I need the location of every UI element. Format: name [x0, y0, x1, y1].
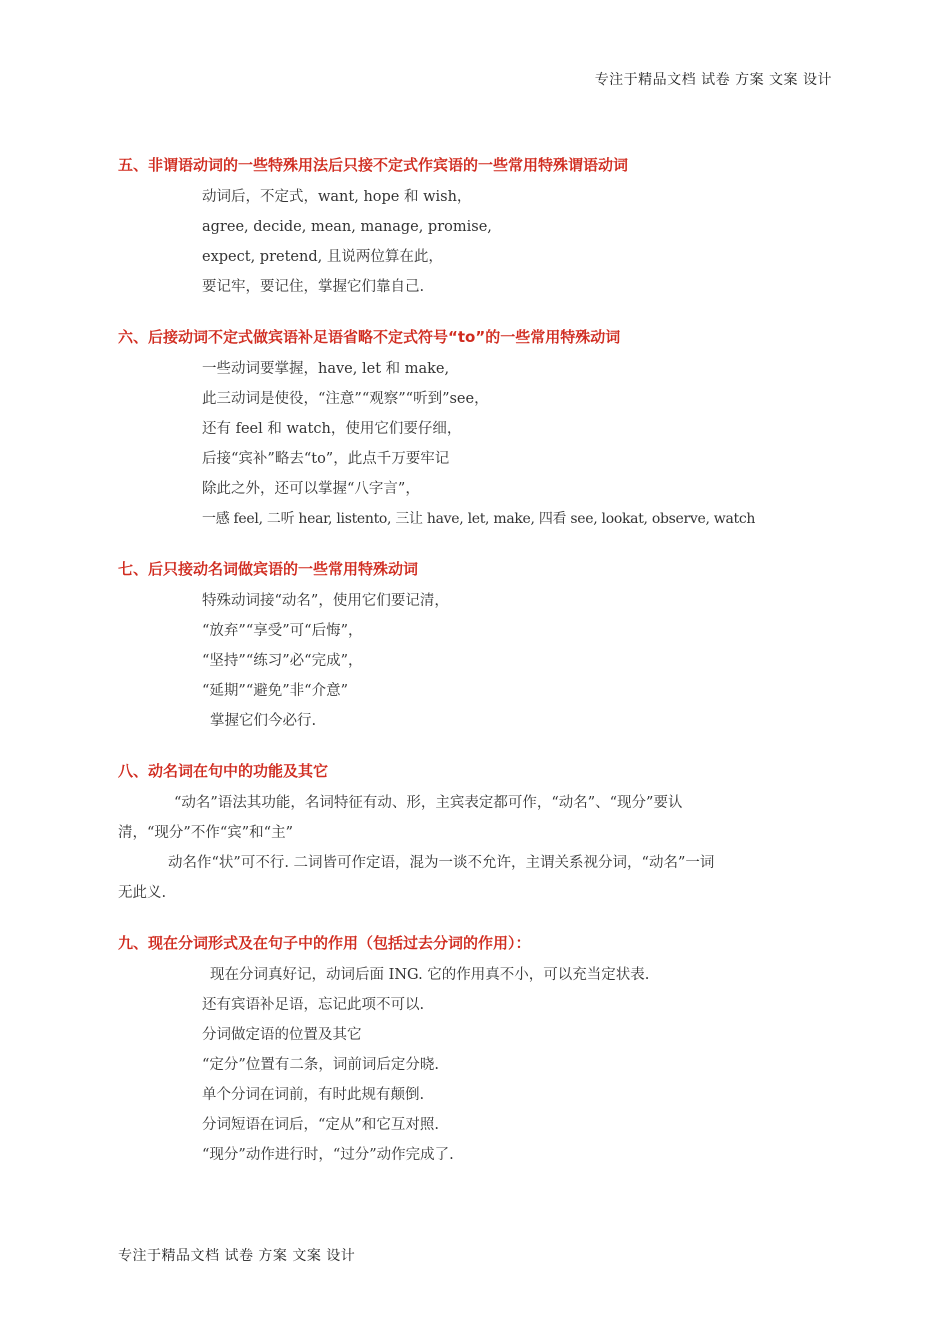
text-line: “坚持”“练习”必“完成”， [202, 653, 363, 669]
page-footer: 专注于精品文档 试卷 方案 文案 设计 [118, 1248, 356, 1264]
text-line: 动词后，不定式，want, hope 和 wish， [202, 189, 472, 205]
text-line: agree, decide, mean, manage, promise, [202, 219, 492, 235]
text-line: 现在分词真好记，动词后面 ING. 它的作用真不小，可以充当定状表. [210, 967, 650, 983]
section-9 [118, 930, 838, 1170]
text-line: 单个分词在词前，有时此规有颠倒. [202, 1087, 425, 1103]
text-line: 分词做定语的位置及其它 [202, 1027, 362, 1043]
paragraph [118, 788, 838, 848]
text-line: “放弃”“享受”可“后悔”， [202, 623, 363, 639]
text-line: “现分”动作进行时，“过分”动作完成了. [202, 1147, 454, 1163]
paragraph-line: 清，“现分”不作“宾”和“主” [118, 825, 293, 841]
text-line: expect, pretend, 且说两位算在此， [202, 249, 443, 265]
text-line: 一感 feel, 二听 hear, listento, 三让 have, let, make, 四看 see, lookat, observe, watch [202, 511, 756, 527]
text-line: 此三动词是使役，“注意”“观察”“听到”see， [202, 391, 489, 407]
paragraph-line: 无此义. [118, 885, 167, 901]
section-heading: 七、后只接动名词做宾语的一些常用特殊动词 [118, 560, 419, 578]
text-line: 还有宾语补足语，忘记此项不可以. [202, 997, 425, 1013]
text-line: 还有 feel 和 watch，使用它们要仔细， [202, 421, 462, 437]
text-line: 特殊动词接“动名”，使用它们要记清， [202, 593, 449, 609]
document-body [118, 152, 838, 1192]
text-line: “定分”位置有二条，词前词后定分晓. [202, 1057, 439, 1073]
text-line: 分词短语在词后，“定从”和它互对照. [202, 1117, 439, 1133]
text-line: 掌握它们今必行. [210, 713, 317, 729]
page-header: 专注于精品文档 试卷 方案 文案 设计 [594, 72, 832, 88]
text-line: 除此之外，还可以掌握“八字言”， [202, 481, 420, 497]
text-line: 一些动词要掌握，have, let 和 make, [202, 361, 450, 377]
text-line: 后接“宾补”略去“to”，此点千万要牢记 [202, 451, 450, 467]
section-heading: 五、非谓语动词的一些特殊用法后只接不定式作宾语的一些常用特殊谓语动词 [118, 156, 629, 174]
section-heading: 六、后接动词不定式做宾语补足语省略不定式符号“to”的一些常用特殊动词 [118, 328, 621, 346]
text-line: 要记牢，要记住，掌握它们靠自己. [202, 279, 425, 295]
section-5 [118, 152, 838, 302]
section-heading: 八、动名词在句中的功能及其它 [118, 762, 329, 780]
paragraph-line: “动名”语法其功能，名词特征有动、形，主宾表定都可作，“动名”、“现分”要认 [174, 795, 683, 811]
paragraph [118, 848, 838, 908]
section-8 [118, 758, 838, 908]
text-line: “延期”“避免”非“介意” [202, 683, 348, 699]
section-7 [118, 556, 838, 736]
section-6 [118, 324, 838, 534]
section-heading: 九、现在分词形式及在句子中的作用（包括过去分词的作用）： [118, 934, 531, 952]
paragraph-line: 动名作“状”可不行. 二词皆可作定语，混为一谈不允许，主谓关系视分词，“动名”一词 [168, 855, 715, 871]
